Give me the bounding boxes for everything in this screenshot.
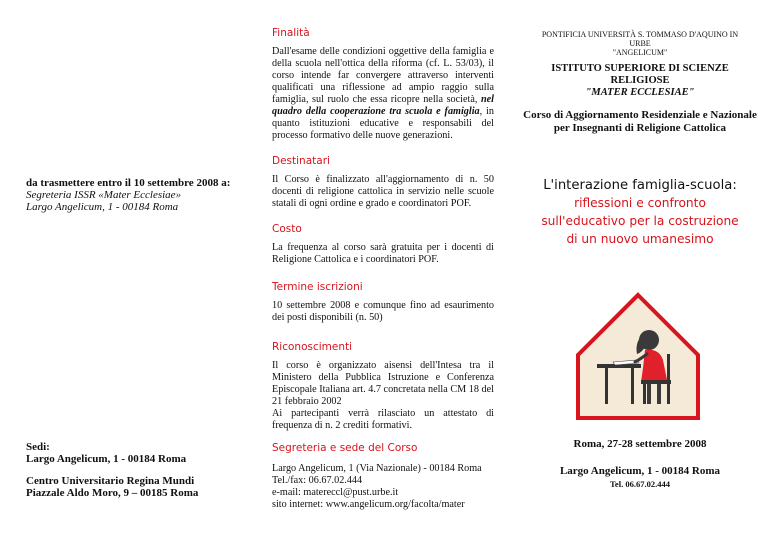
sedi-label: Sedi: xyxy=(26,441,50,453)
segreteria-website[interactable]: sito internet: www.angelicum.org/facolta/mater xyxy=(272,499,465,510)
recipient-line-1: Segreteria ISSR «Mater Ecclesiae» xyxy=(26,189,182,201)
university-line-2: "ANGELICUM" xyxy=(612,48,668,57)
segreteria-contacts xyxy=(272,463,494,511)
title-line-2: riflessioni e confronto xyxy=(574,196,706,210)
institute-name xyxy=(532,63,748,99)
riconoscimenti-text-2: Ai partecipanti verrà rilasciato un attestato di frequenza di n. 2 crediti formativi. xyxy=(272,408,494,431)
costo-heading: Costo xyxy=(272,223,302,235)
sedi-block xyxy=(26,441,198,499)
recipient-line-2: Largo Angelicum, 1 - 00184 Roma xyxy=(26,201,179,213)
segreteria-email[interactable]: e-mail: matereccl@pust.urbe.it xyxy=(272,487,399,498)
finalita-text-emphasis: nel quadro della cooperazione tra scuola e famiglia xyxy=(272,94,494,117)
brochure-title xyxy=(522,177,758,248)
finalita-text xyxy=(272,46,494,142)
right-panel xyxy=(512,0,768,543)
event-tel: Tel. 06.67.02.444 xyxy=(610,479,670,489)
segreteria-heading: Segreteria e sede del Corso xyxy=(272,442,418,454)
event-date: Roma, 27-28 settembre 2008 xyxy=(573,438,707,450)
middle-panel xyxy=(262,0,506,543)
title-line-4: di un nuovo umanesimo xyxy=(566,232,714,246)
sede-2-name: Centro Universitario Regina Mundi xyxy=(26,475,195,487)
course-line-1: Corso di Aggiornamento Residenziale e Nazionale xyxy=(523,109,757,121)
house-with-girl-writing-icon xyxy=(575,292,701,420)
university-name xyxy=(532,30,748,57)
segreteria-address: Largo Angelicum, 1 (Via Nazionale) - 00184 Roma xyxy=(272,463,482,474)
sede-2-address: Piazzale Aldo Moro, 9 – 00185 Roma xyxy=(26,487,199,499)
segreteria-tel: Tel./fax: 06.67.02.444 xyxy=(272,475,363,486)
institute-line-1: ISTITUTO SUPERIORE DI SCIENZE RELIGIOSE xyxy=(551,63,729,86)
finalita-heading: Finalità xyxy=(272,27,310,39)
termine-text: 10 settembre 2008 e comunque fino ad esaurimento dei posti disponibili (n. 50) xyxy=(272,300,494,323)
title-line-3: sull'educativo per la costruzione xyxy=(541,214,739,228)
university-line-1: PONTIFICIA UNIVERSITÀ S. TOMMASO D'AQUINO IN URBE xyxy=(541,30,739,48)
finalita-text-part: , in quanto istituzioni educative e responsabili del processo formativo delle nuove generazioni. xyxy=(272,106,494,141)
left-panel xyxy=(0,0,256,543)
title-line-1: L'interazione famiglia-scuola: xyxy=(543,178,737,193)
riconoscimenti-text-1: Il corso è organizzato aisensi dell'Intesa tra il Ministero della Pubblica Istruzione e Conferenza Episcopale Italiana art. 4.7 concretata nella CM 18 del 21 febbraio 2002 xyxy=(272,360,494,407)
course-name xyxy=(522,109,758,135)
event-place: Largo Angelicum, 1 - 00184 Roma xyxy=(559,465,721,477)
sede-1: Largo Angelicum, 1 - 00184 Roma xyxy=(26,453,187,465)
institute-line-2: "MATER ECCLESIAE" xyxy=(585,87,695,98)
recipient-title: da trasmettere entro il 10 settembre 2008 a: xyxy=(26,177,231,189)
costo-text: La frequenza al corso sarà gratuita per i docenti di Religione Cattolica e i coordinatori POF. xyxy=(272,242,494,265)
finalita-text-part: Dall'esame delle condizioni oggettive della famiglia e della scuola nell'ottica della riforma (cf. L. 53/03), il corso intende far convergere attraverso interventi qualificati una riflessione ad ampio raggio sulla famiglia, sul ruolo che essa ricopre nella società, xyxy=(272,46,494,105)
riconoscimenti-text xyxy=(272,360,494,432)
recipient-block xyxy=(26,177,230,213)
destinatari-text: Il Corso è finalizzato all'aggiornamento di n. 50 docenti di religione cattolica in servizio nelle scuole statali di ogni ordine e grado e coordinatori POF. xyxy=(272,174,494,209)
riconoscimenti-heading: Riconoscimenti xyxy=(272,341,353,353)
termine-heading: Termine iscrizioni xyxy=(272,281,363,293)
destinatari-heading: Destinatari xyxy=(272,155,330,167)
course-line-2: per Insegnanti di Religione Cattolica xyxy=(553,122,727,134)
